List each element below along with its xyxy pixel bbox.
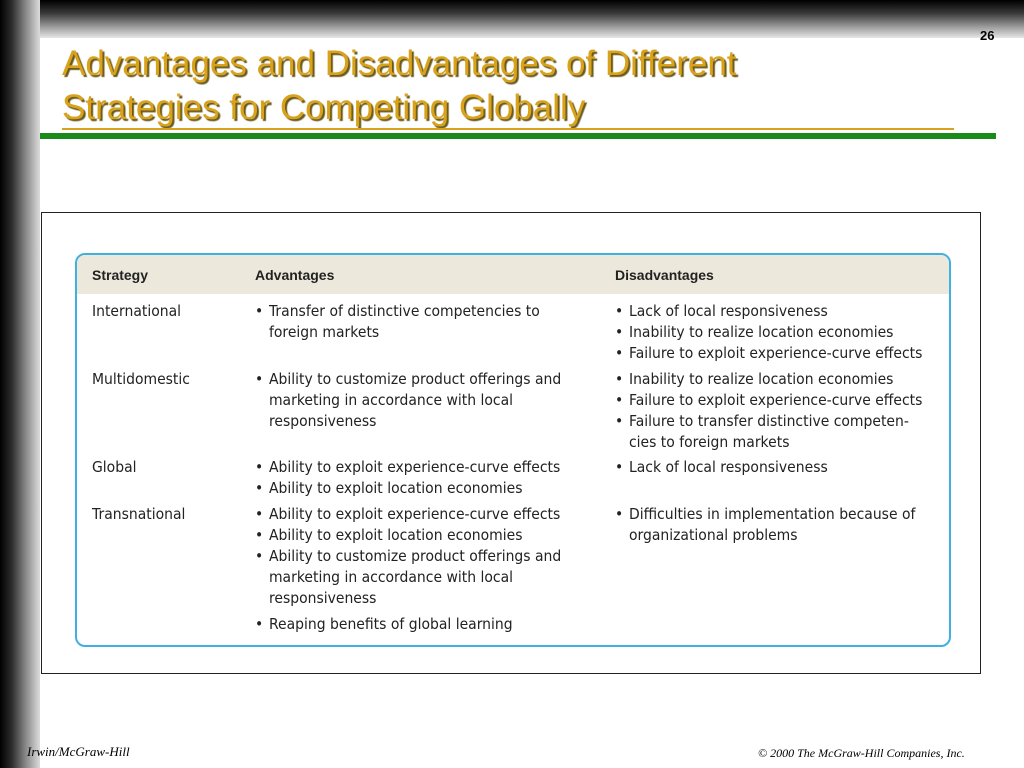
list-item: • Reaping benefits of global learning (255, 614, 561, 635)
list-item: • Inability to realize location economies (615, 322, 922, 343)
row-global-disadvantages (615, 457, 844, 478)
list-item: • Ability to exploit experience-curve effects (255, 457, 560, 478)
table-header-row (77, 255, 949, 294)
list-item: • Ability to exploit experience-curve effects (255, 504, 561, 525)
list-item: • Failure to transfer distinctive competen- cies to foreign markets (615, 411, 922, 453)
row-multidomestic-disadvantages (615, 369, 946, 453)
slide-title-line-1: Advantages and Disadvantages of Different (62, 44, 737, 83)
list-item: • Inability to realize location economies (615, 369, 922, 390)
list-item: • Ability to customize product offerings and marketing in accordance with local responsiveness (255, 546, 561, 609)
row-multidomestic-strategy: Multidomestic (92, 370, 190, 388)
row-global-strategy: Global (92, 458, 137, 476)
row-transnational-advantages (255, 504, 584, 635)
list-item: • Ability to exploit location economies (255, 478, 560, 499)
footer-copyright: © 2000 The McGraw-Hill Companies, Inc. (758, 746, 965, 760)
row-international-advantages (255, 301, 561, 343)
list-item: • Lack of local responsiveness (615, 457, 828, 478)
row-international-strategy: International (92, 302, 182, 320)
strategy-table (75, 253, 951, 647)
row-multidomestic-advantages (255, 369, 584, 432)
list-item: • Difficulties in implementation because of organizational problems (615, 504, 915, 546)
list-item: • Transfer of distinctive competencies to foreign markets (255, 301, 540, 343)
page-number: 26 (980, 28, 995, 43)
list-item: • Ability to exploit location economies (255, 525, 561, 546)
title-underline (62, 128, 954, 130)
slide-title (62, 42, 962, 130)
row-international-disadvantages (615, 301, 946, 364)
slide-title-line-2: Strategies for Competing Globally (62, 88, 586, 127)
list-item: • Failure to exploit experience-curve effects (615, 390, 922, 411)
left-shadow-border (0, 0, 40, 768)
row-transnational-strategy: Transnational (92, 505, 186, 523)
list-item: • Lack of local responsiveness (615, 301, 922, 322)
row-global-advantages (255, 457, 583, 499)
top-shadow-border (0, 0, 1024, 38)
header-advantages: Advantages (255, 267, 335, 283)
list-item: • Failure to exploit experience-curve effects (615, 343, 922, 364)
row-transnational-disadvantages (615, 504, 938, 546)
green-rule (40, 133, 996, 139)
header-strategy: Strategy (92, 267, 149, 283)
footer-publisher: Irwin/McGraw-Hill (27, 744, 130, 759)
list-item: • Ability to customize product offerings and marketing in accordance with local responsiveness (255, 369, 561, 432)
header-disadvantages: Disadvantages (615, 267, 714, 283)
